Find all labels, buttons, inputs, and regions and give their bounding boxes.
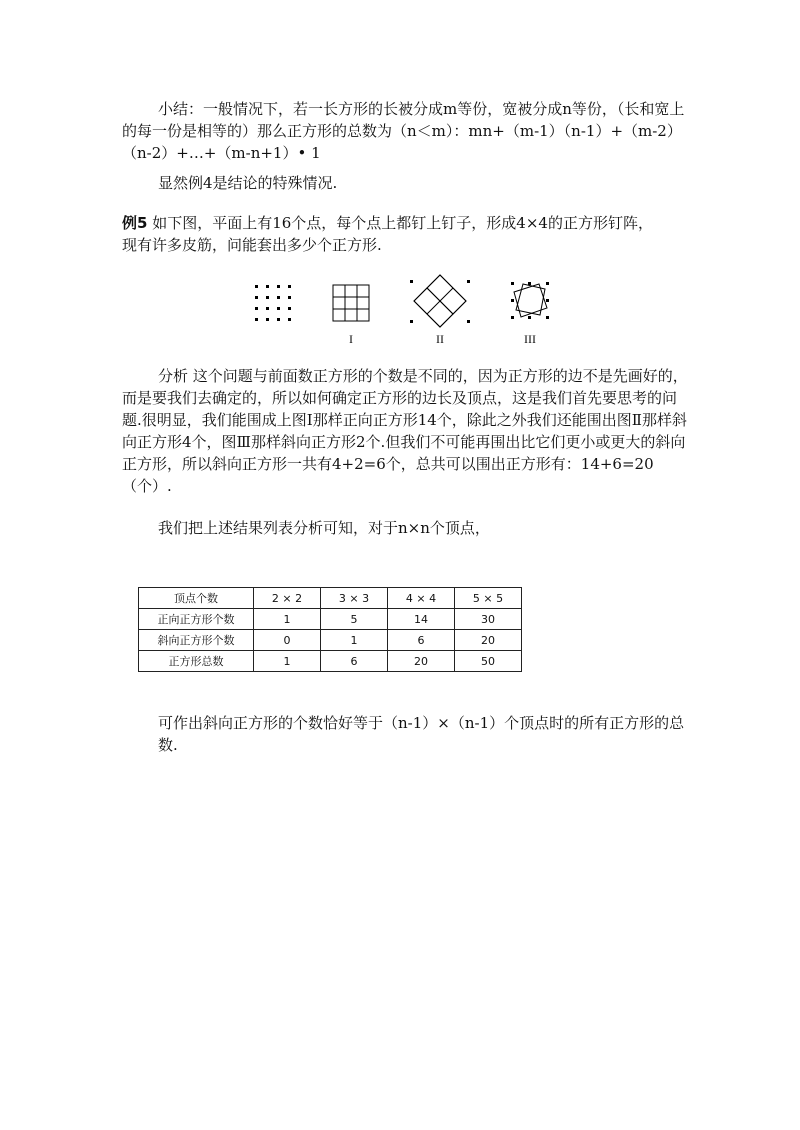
table-cell: 50	[455, 651, 522, 672]
table-row	[139, 630, 522, 651]
table-header-cell: 5 × 5	[455, 588, 522, 609]
table-cell: 20	[388, 651, 455, 672]
table-row-label: 斜向正方形个数	[139, 630, 254, 651]
table-cell: 1	[321, 630, 388, 651]
table-row	[139, 609, 522, 630]
table-cell: 5	[321, 609, 388, 630]
table-cell: 20	[455, 630, 522, 651]
remark-paragraph: 显然例4是结论的特殊情况.	[158, 174, 338, 192]
analysis-text: 分析 这个问题与前面数正方形的个数是不同的，因为正方形的边不是先画好的，而是要我们去确定的，所以如何确定正方形的边长及顶点，这是我们首先要思考的问题.很明显，我们能围成上图Ⅰ那样正向正方形14个，除此之外我们还能围出图Ⅱ那样斜向正方形4个，图Ⅲ那样斜向正方形2个.但我们不可能再围出比它们更小或更大的斜向正方形，所以斜向正方形一共有4+2=6个，总共可以围出正方形有：14+6=20（个）.	[122, 367, 688, 495]
summary-label: 小结：	[158, 100, 204, 118]
table-cell: 14	[388, 609, 455, 630]
figure-one-grid	[333, 285, 369, 321]
table-header-cell: 3 × 3	[321, 588, 388, 609]
table-row	[139, 651, 522, 672]
table-cell: 1	[254, 609, 321, 630]
table-row-label: 正方形总数	[139, 651, 254, 672]
table-header-cell: 顶点个数	[139, 588, 254, 609]
table-header-cell: 4 × 4	[388, 588, 455, 609]
figure-label-two: II	[436, 332, 444, 346]
example-label: 例5	[122, 214, 148, 232]
peg-figures	[250, 270, 570, 350]
example-text: 如下图，平面上有16个点，每个点上都钉上钉子，形成4×4的正方形钉阵，现有许多皮筋，问能套出多少个正方形.	[122, 214, 653, 254]
summary-paragraph	[122, 98, 692, 164]
table-header-cell: 2 × 2	[254, 588, 321, 609]
dot-grid-figure	[255, 285, 291, 321]
figure-two-tilted-squares	[414, 275, 466, 327]
figure-label-one: I	[349, 332, 353, 346]
figure-label-three: III	[524, 332, 536, 346]
table-intro-paragraph: 我们把上述结果列表分析可知，对于n×n个顶点，	[158, 519, 490, 537]
square-count-table	[138, 587, 522, 672]
table-cell: 30	[455, 609, 522, 630]
table-cell: 0	[254, 630, 321, 651]
example-paragraph	[122, 212, 662, 256]
peg-figures-drawing	[250, 270, 570, 330]
conclusion-paragraph: 可作出斜向正方形的个数恰好等于（n-1）×（n-1）个顶点时的所有正方形的总数.	[158, 714, 685, 754]
figure-three-tilted-squares	[514, 284, 547, 317]
table-cell: 6	[321, 651, 388, 672]
table-row-label: 正向正方形个数	[139, 609, 254, 630]
summary-text: 一般情况下，若一长方形的长被分成m等份，宽被分成n等份，（长和宽上的每一份是相等的）那么正方形的总数为（n＜m）：mn+（m-1）（n-1）+（m-2）（n-2）+…+（m-n+1）• 1	[122, 100, 685, 162]
table-cell: 6	[388, 630, 455, 651]
table-cell: 1	[254, 651, 321, 672]
table-header-row	[139, 588, 522, 609]
analysis-paragraph	[122, 365, 692, 497]
